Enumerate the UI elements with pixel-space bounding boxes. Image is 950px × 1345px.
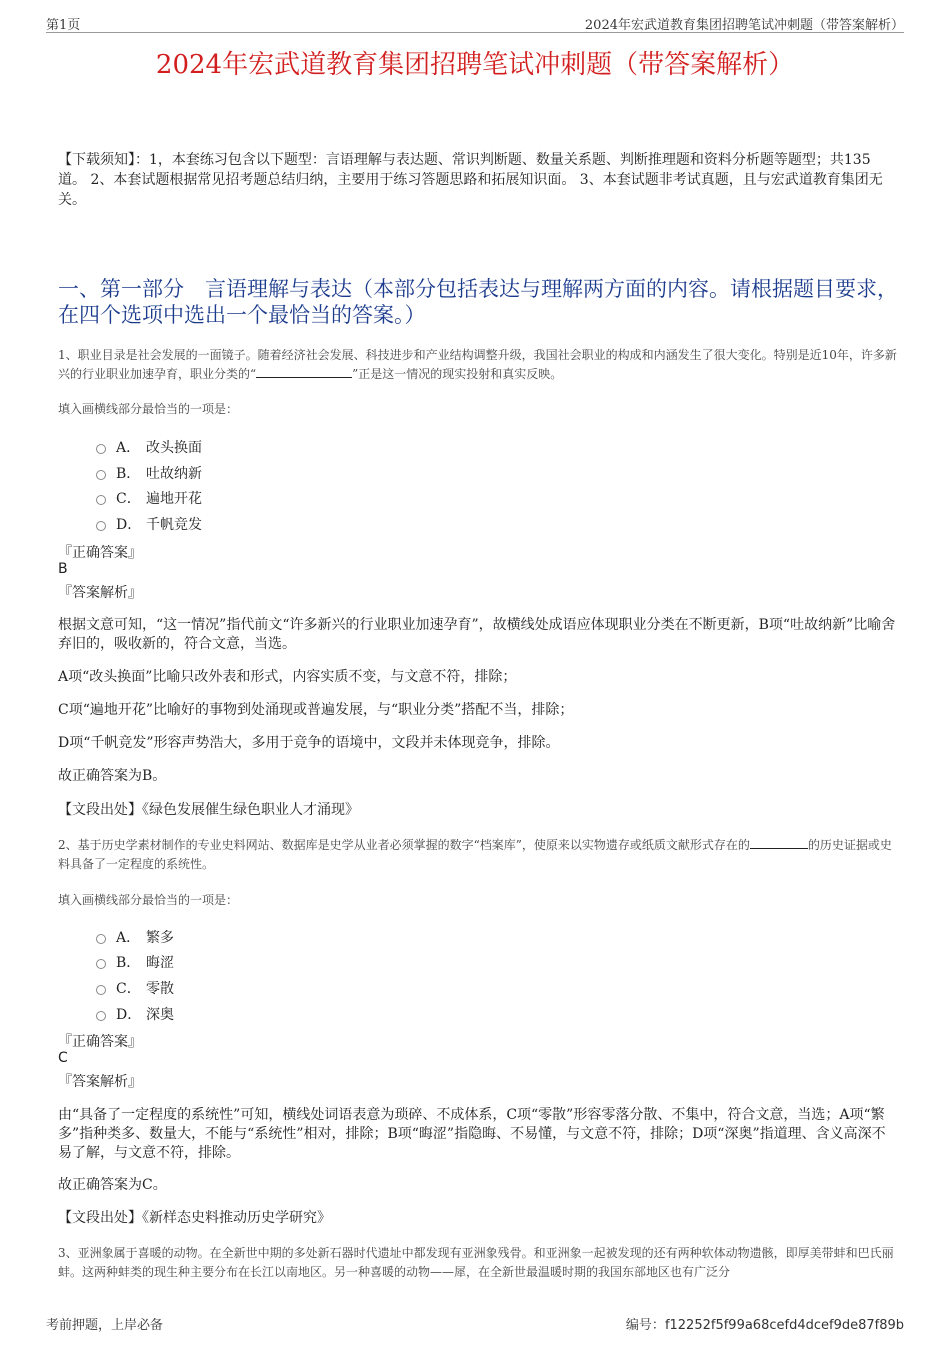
q1-analysis-paragraph: D项“千帆竞发”形容声势浩大，多用于竞争的语境中，文段并未体现竞争，排除。	[58, 735, 560, 751]
question-3-stem: 3、亚洲象属于喜暖的动物。在全新世中期的多处新石器时代遗址中都发现有亚洲象残骨。和亚洲象一起被发现的还有两种软体动物遗骸，即厚美带蚌和巴氏丽蚌。这两种蚌类的现生种主要分布在长江以南地区。另一种喜暖的动物——犀，在全新世最温暖时期的我国东部地区也有广泛分	[58, 1246, 894, 1279]
footer-code: 编号：f12252f5f99a68cefd4dcef9de87f89b	[625, 1318, 904, 1333]
q1-analysis-paragraph: C项“遍地开花”比喻好的事物到处涌现或普遍发展，与“职业分类”搭配不当，排除；	[58, 702, 574, 718]
q2-option-a[interactable]: A． 繁多	[96, 927, 174, 947]
q2-answer-label: 『正确答案』	[58, 1034, 142, 1050]
question-2-stem: 2、基于历史学素材制作的专业史料网站、数据库是史学从业者必须掌握的数字“档案库”，使原来以实物遗存或纸质文献形式存在的 的历史证据或史料具备了一定程度的系统性。	[58, 838, 892, 871]
header-divider	[46, 32, 904, 33]
question-1-stem: 1、职业目录是社会发展的一面镜子。随着经济社会发展、科技进步和产业结构调整升级，我国社会职业的构成和内涵发生了很大变化。特别是近10年，许多新兴的行业职业加速孕育，职业分类的“ ”正是这一情况的现实投射和真实反映。	[58, 348, 897, 381]
radio-icon[interactable]	[96, 470, 106, 480]
page-title: 2024年宏武道教育集团招聘笔试冲刺题（带答案解析）	[155, 50, 795, 80]
q1-analysis-paragraph: A项“改头换面”比喻只改外表和形式，内容实质不变，与文意不符，排除；	[58, 669, 517, 685]
download-notice: 【下载须知】：1，本套练习包含以下题型：言语理解与表达题、常识判断题、数量关系题、判断推理题和资料分析题等题型；共135道。 2、本套试题根据常见招考题总结归纳，主要用于练习答题思路和拓展知识面。 3、本套试题非考试真题，且与宏武道教育集团无关。	[58, 152, 883, 208]
q1-option-a[interactable]: A． 改头换面	[96, 437, 202, 457]
q1-conclusion: 故正确答案为B。	[58, 768, 167, 784]
fill-blank	[750, 836, 808, 849]
q2-option-d[interactable]: D． 深奥	[96, 1004, 174, 1024]
q1-answer: B	[58, 561, 68, 577]
q2-option-b[interactable]: B． 晦涩	[96, 952, 174, 972]
q1-answer-label: 『正确答案』	[58, 545, 142, 561]
question-1-prompt: 填入画横线部分最恰当的一项是：	[58, 402, 239, 416]
q1-analysis-paragraph: 根据文意可知，“这一情况”指代前文“许多新兴的行业职业加速孕育”，故横线处成语应体现职业分类在不断更新，B项“吐故纳新”比喻舍弃旧的，吸收新的，符合文意，当选。	[58, 617, 896, 652]
question-2-prompt: 填入画横线部分最恰当的一项是：	[58, 893, 239, 907]
fill-blank	[256, 365, 352, 378]
q1-source: 【文段出处】《绿色发展催生绿色职业人才涌现》	[58, 802, 359, 818]
q2-source: 【文段出处】《新样态史料推动历史学研究》	[58, 1210, 331, 1226]
radio-icon[interactable]	[96, 444, 106, 454]
q1-option-b[interactable]: B． 吐故纳新	[96, 463, 202, 483]
q2-conclusion: 故正确答案为C。	[58, 1177, 167, 1193]
radio-icon[interactable]	[96, 1011, 106, 1021]
q2-analysis-paragraph: 由“具备了一定程度的系统性”可知，横线处词语表意为琐碎、不成体系，C项“零散”形容零落分散、不集中，符合文意，当选；A项“繁多”指种类多、数量大，不能与“系统性”相对，排除；B项“晦涩”指隐晦、不易懂，与文意不符，排除；D项“深奥”指道理、含义高深不易了解，与文意不符，排除。	[58, 1107, 886, 1161]
radio-icon[interactable]	[96, 959, 106, 969]
radio-icon[interactable]	[96, 985, 106, 995]
header-doc-title: 2024年宏武道教育集团招聘笔试冲刺题（带答案解析）	[584, 18, 904, 33]
section-heading: 一、第一部分 言语理解与表达（本部分包括表达与理解两方面的内容。请根据题目要求，在四个选项中选出一个最恰当的答案。）	[58, 277, 898, 327]
radio-icon[interactable]	[96, 521, 106, 531]
q1-option-c[interactable]: C． 遍地开花	[96, 488, 202, 508]
radio-icon[interactable]	[96, 495, 106, 505]
q2-analysis-label: 『答案解析』	[58, 1074, 142, 1090]
q1-option-d[interactable]: D． 千帆竞发	[96, 514, 202, 534]
q2-option-c[interactable]: C． 零散	[96, 978, 174, 998]
q2-answer: C	[58, 1050, 68, 1066]
radio-icon[interactable]	[96, 934, 106, 944]
page-number: 第1页	[46, 18, 81, 33]
footer-slogan: 考前押题，上岸必备	[46, 1318, 164, 1333]
q1-analysis-label: 『答案解析』	[58, 585, 142, 601]
